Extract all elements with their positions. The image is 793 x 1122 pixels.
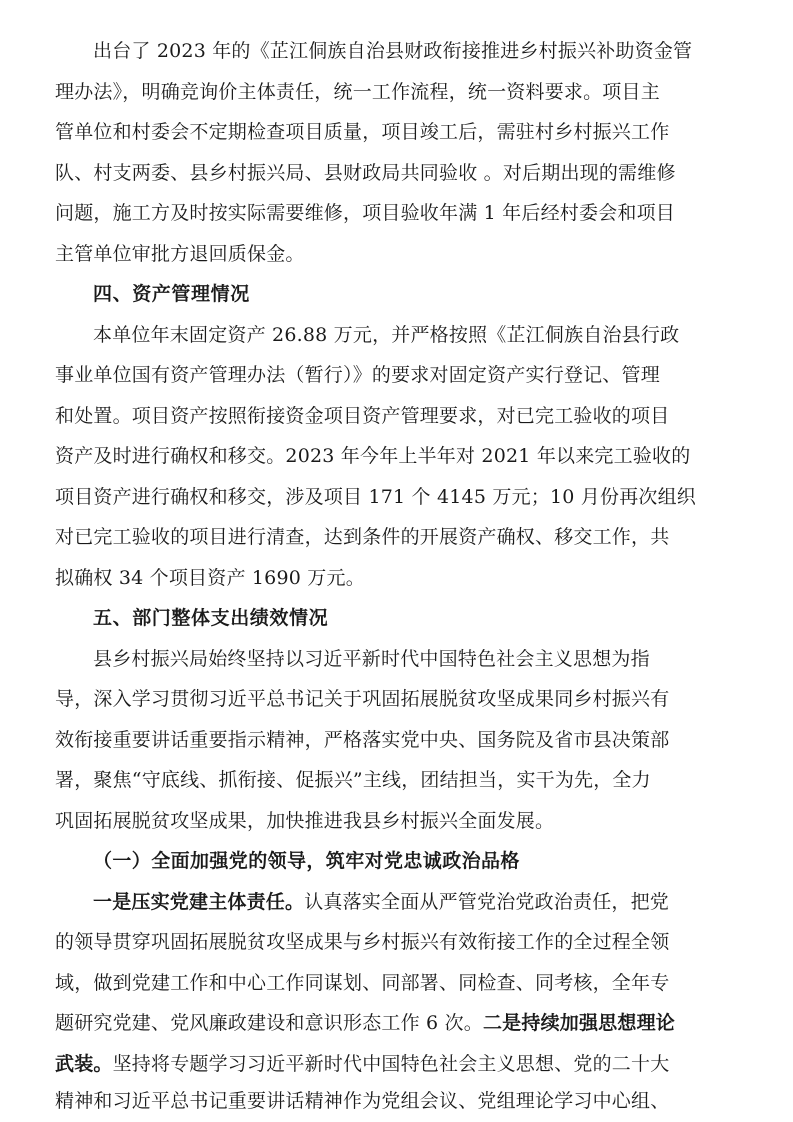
body-text-span: 认真落实全面从严管党治党政治责任，把党	[304, 891, 670, 913]
body-text-line	[93, 889, 669, 915]
body-text-span: 坚持将专题学习习近平新时代中国特色社会主义思想、党的二十大	[112, 1053, 670, 1075]
section-heading: 五、部门整体支出绩效情况	[93, 607, 329, 629]
body-text-line: 署，聚焦“守底线、抓衔接、促振兴”主线，团结担当，实干为先，全力	[55, 769, 651, 791]
body-text-line: 出台了 2023 年的《芷江侗族自治县财政衔接推进乡村振兴补助资金管	[93, 40, 693, 62]
body-text-line: 本单位年末固定资产 26.88 万元，并严格按照《芷江侗族自治县行政	[93, 324, 680, 346]
body-text-line: 巩固拓展脱贫攻坚成果，加快推进我县乡村振兴全面发展。	[55, 810, 555, 832]
section-heading: 四、资产管理情况	[93, 283, 250, 305]
body-text-line: 项目资产进行确权和移交，涉及项目 171 个 4145 万元；10 月份再次组织	[55, 486, 696, 508]
bold-lead-phrase: 二是持续加强思想理论	[482, 1012, 675, 1034]
body-text-line: 理办法》，明确竞询价主体责任，统一工作流程，统一资料要求。项目主	[55, 81, 660, 103]
body-text-line: 和处置。项目资产按照衔接资金项目资产管理要求，对已完工验收的项目	[55, 405, 670, 427]
body-text-line: 导，深入学习贯彻习近平总书记关于巩固拓展脱贫攻坚成果同乡村振兴有	[55, 688, 670, 710]
body-text-line: 资产及时进行确权和移交。2023 年今年上半年对 2021 年以来完工验收的	[55, 445, 691, 467]
subsection-heading: （一）全面加强党的领导，筑牢对党忠诚政治品格	[93, 850, 520, 872]
body-text-line	[55, 1051, 669, 1077]
body-text-line: 事业单位国有资产管理办法（暂行）》的要求对固定资产实行登记、管理	[55, 364, 660, 386]
body-text-line: 主管单位审批方退回质保金。	[55, 243, 305, 265]
body-text-span: 题研究党建、党风廉政建设和意识形态工作 6 次。	[55, 1012, 483, 1034]
body-text-line: 效衔接重要讲话重要指示精神，严格落实党中央、国务院及省市县决策部	[55, 729, 670, 751]
body-text-line: 队、村支两委、县乡村振兴局、县财政局共同验收 。对后期出现的需维修	[55, 162, 676, 184]
body-text-line: 对已完工验收的项目进行清查，达到条件的开展资产确权、移交工作，共	[55, 526, 670, 548]
bold-lead-phrase: 武装。	[55, 1053, 113, 1075]
body-text-line: 的领导贯穿巩固拓展脱贫攻坚成果与乡村振兴有效衔接工作的全过程全领	[55, 931, 670, 953]
body-text-line: 域，做到党建工作和中心工作同谋划、同部署、同检查、同考核，全年专	[55, 972, 670, 994]
body-text-line: 问题，施工方及时按实际需要维修，项目验收年满 1 年后经村委会和项目	[55, 202, 675, 224]
body-text-line: 县乡村振兴局始终坚持以习近平新时代中国特色社会主义思想为指	[93, 648, 650, 670]
bold-lead-phrase: 一是压实党建主体责任。	[93, 891, 305, 913]
body-text-line: 精神和习近平总书记重要讲话精神作为党组会议、党组理论学习中心组、	[55, 1090, 670, 1112]
body-text-line: 拟确权 34 个项目资产 1690 万元。	[55, 567, 365, 589]
body-text-line	[55, 1010, 675, 1036]
body-text-line: 管单位和村委会不定期检查项目质量，项目竣工后，需驻村乡村振兴工作	[55, 121, 670, 143]
